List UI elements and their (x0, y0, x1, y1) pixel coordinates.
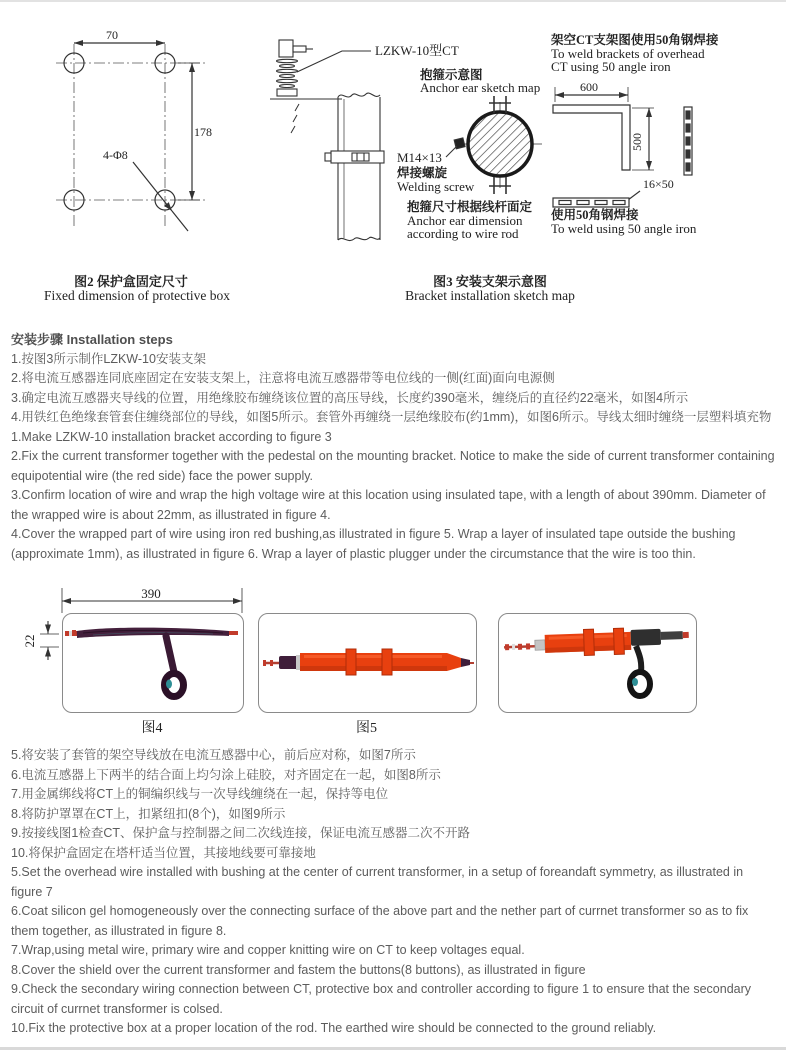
fig2-height-dim-label: 178 (194, 125, 212, 139)
bracket-dim-500-label: 500 (630, 133, 644, 151)
step-cn-2: 2.将电流互感器连同底座固定在安装支架上，注意将电流互感器带等电位线的一侧(红面)面向电源侧 (11, 371, 555, 385)
fig2-holes-label: 4-Φ8 (103, 148, 128, 162)
step-en-2: 2.Fix the current transformer together with the pedestal on the mounting bracket. Notice to make the side of current transformer containing equipotential wire (the red side) face the power supply. (11, 449, 775, 483)
figure4-photo (63, 614, 243, 712)
bracket-note-en-1: To weld brackets of overhead (551, 46, 705, 61)
step-en-8: 8.Cover the shield over the current transformer and fastem the buttons(8 buttons), as illustrated in figure (11, 962, 586, 977)
step-cn-6: 6.电流互感器上下两半的结合面上均匀涂上硅胶，对齐固定在一起，如图8所示 (11, 767, 441, 782)
step-en-10: 10.Fix the protective box at a proper location of the rod. The earthed wire should be connected to the ground reliably. (11, 1021, 657, 1035)
step-en-3: 3.Confirm location of wire and wrap the high voltage wire at this location using insulated tape, with a length of about 390mm. Diameter of the wrapped wire is about 22mm, as illustrated in figure 4. (11, 488, 766, 522)
step-cn-10: 10.将保护盒固定在塔杆适当位置，其接地线要可靠接地 (11, 845, 316, 860)
figure6-photo-frame (498, 613, 697, 713)
bracket-dim-16x50-label: 16×50 (643, 177, 674, 191)
bottom-divider (0, 1047, 786, 1050)
installation-steps-block-1 (11, 330, 775, 564)
fig3-caption-en: Bracket installation sketch map (405, 288, 575, 303)
figure4-length-dim-label: 390 (141, 586, 161, 601)
fig2-caption-cn: 图2 保护盒固定尺寸 (74, 274, 188, 289)
installation-steps-block-2 (11, 746, 775, 1039)
step-cn-4: 4.用铁红色绝缘套管套住缠绕部位的导线，如图5所示。套管外再缠绕一层绝缘胶布(约1mm)，如图6所示。导线太细时缠绕一层塑料填充物 (11, 410, 772, 424)
step-en-6: 6.Coat silicon gel homogeneously over the connecting surface of the above part and the nether part of currnet transformer so as to fix them together, as illustrated in figure 8. (11, 904, 749, 938)
fig3-ct-label: LZKW-10型CT (375, 43, 459, 58)
fig3-anchor-title-cn: 抱箍示意图 (420, 68, 483, 82)
step-en-9: 9.Check the secondary wiring connection between CT, protective box and controller according to figure 1 to ensure that the secondary circuit of currnet transformer is colsed. (11, 982, 752, 1016)
fig3-anchor-dim-en-2: according to wire rod (407, 226, 519, 241)
step-en-4: 4.Cover the wrapped part of wire using iron red bushing,as illustrated in figure 5. Wrap a layer of insulated tape outside the bushing (approximate 1mm), as illustrated in figure 6. Wrap a layer of plastic plugger under the circumstance that the wire is too thin. (11, 527, 736, 561)
step-en-7: 7.Wrap,using metal wire, primary wire and copper knitting wire on CT to keep voltages equal. (11, 943, 525, 957)
step-cn-7: 7.用金属绑线将CT上的铜编织线与一次导线缠绕在一起，保持等电位 (11, 787, 389, 801)
fig3-screw-label-en: Welding screw (397, 179, 475, 194)
installation-steps-heading: 安装步骤 Installation steps (11, 332, 173, 347)
step-cn-8: 8.将防护罩罩在CT上，扣紧纽扣(8个)，如图9所示 (11, 806, 286, 821)
technical-diagrams (0, 0, 786, 310)
figure4-photo-frame (62, 613, 244, 713)
fig3-screw-label-cn: 焊接螺旋 (397, 166, 448, 180)
fig2-width-dim-label: 70 (106, 28, 118, 42)
step-en-5: 5.Set the overhead wire installed with bushing at the center of current transformer, in a setup of foreandaft symmetry, as illustrated in figure 7 (11, 865, 744, 899)
bracket-note-en-2: CT using 50 angle iron (551, 59, 671, 74)
fig2-caption-en: Fixed dimension of protective box (44, 288, 230, 303)
fig3-anchor-title-en: Anchor ear sketch map (420, 80, 541, 95)
figure4-diameter-dim-label: 22 (22, 634, 37, 648)
step-cn-9: 9.按接线图1检查CT、保护盒与控制器之间二次线连接，保证电流互感器二次不开路 (11, 826, 471, 840)
fig3-caption-cn: 图3 安装支架示意图 (433, 274, 547, 289)
figure5-photo (259, 614, 476, 712)
step-cn-3: 3.确定电流互感器夹导线的位置，用绝缘胶布缠绕该位置的高压导线，长度约390毫米，缠绕后的直径约22毫米，如图4所示 (11, 390, 689, 405)
bracket-note-cn: 架空CT支架图使用50角钢焊接 (551, 33, 719, 47)
fig3-screw-spec-label: M14×13 (397, 150, 442, 165)
figure5-photo-frame (258, 613, 477, 713)
fig2-drawing (56, 43, 206, 231)
fig3-anchor-dim-en-1: Anchor ear dimension (407, 213, 523, 228)
step-cn-1: 1.按图3所示制作LZKW-10安装支架 (11, 351, 206, 366)
bracket-weld-cn: 使用50角钢焊接 (551, 208, 639, 222)
fig3-anchor-dim-cn: 抱箍尺寸根据线杆面定 (407, 200, 533, 214)
figure6-photo (499, 614, 696, 712)
figure5-caption: 图5 (356, 721, 377, 736)
figure4-caption: 图4 (141, 721, 163, 736)
step-en-1: 1.Make LZKW-10 installation bracket according to figure 3 (11, 429, 332, 444)
bracket-dim-600-label: 600 (580, 80, 598, 94)
bracket-weld-en: To weld using 50 angle iron (551, 221, 697, 236)
step-cn-5: 5.将安装了套管的架空导线放在电流互感器中心，前后应对称，如图7所示 (11, 748, 416, 762)
